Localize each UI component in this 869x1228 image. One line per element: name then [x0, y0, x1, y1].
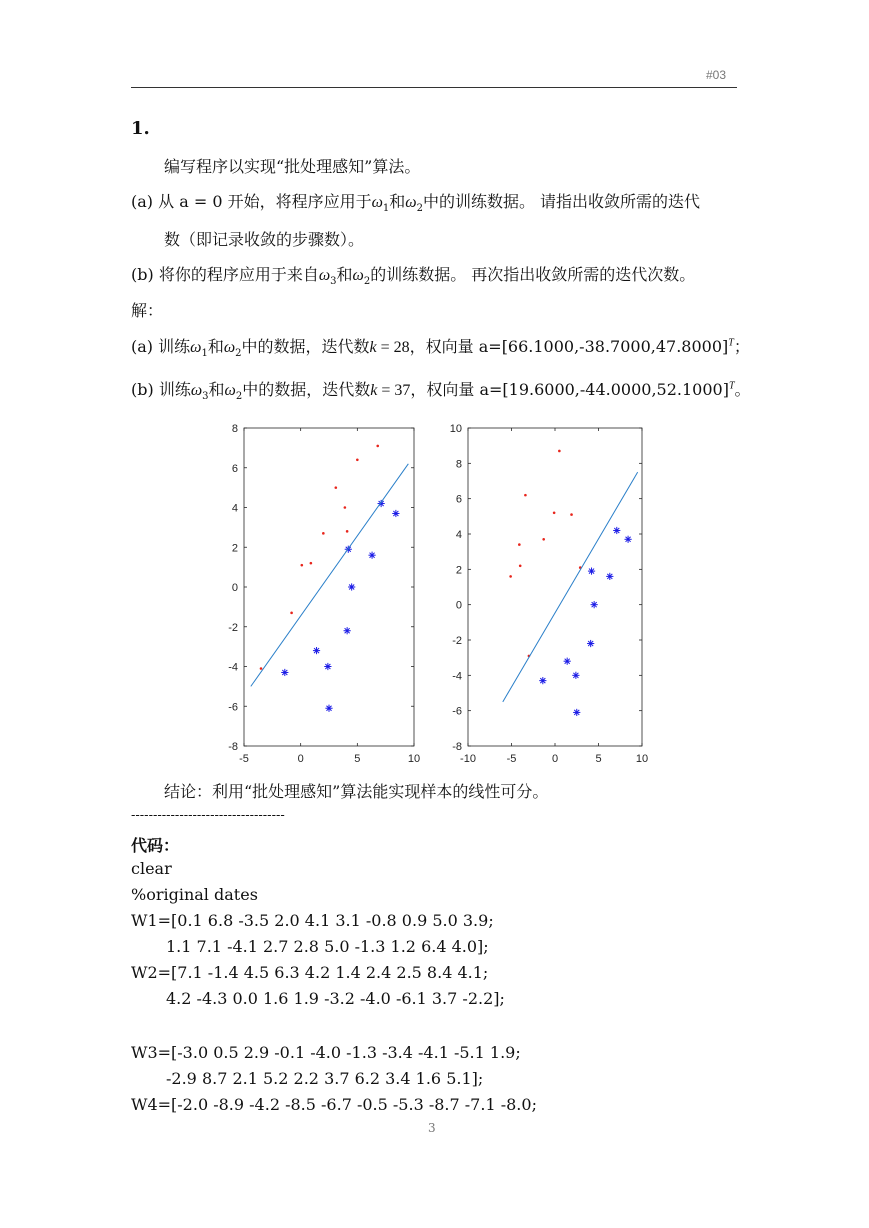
problem-a-text1: 从 a = 0 开始，将程序应用于: [158, 192, 372, 211]
sol-omega-2b-sub: 2: [235, 391, 243, 403]
data-point-dot: [344, 506, 347, 509]
omega-3: ω: [318, 267, 331, 284]
code-line: -2.9 8.7 2.1 5.2 2.2 3.7 6.2 3.4 1.6 5.1];: [166, 1069, 484, 1088]
scatter-plot-right: [438, 418, 653, 768]
y-tick-label: -6: [228, 701, 238, 714]
problem-intro: 编写程序以实现“批处理感知”算法。: [164, 157, 421, 176]
omega-2b-sub: 2: [363, 276, 371, 288]
code-line: clear: [131, 859, 172, 878]
y-tick-label: -2: [452, 635, 462, 647]
solution-label: 解：: [131, 301, 164, 320]
omega-2: ω: [405, 194, 417, 211]
code-line: W1=[0.1 6.8 -3.5 2.0 4.1 3.1 -0.8 0.9 5.0 3.9;: [131, 911, 494, 930]
solution-a-and: 和: [207, 337, 224, 356]
code-line: 4.2 -4.3 0.0 1.6 1.9 -3.2 -4.0 -6.1 3.7 -2.2];: [166, 989, 505, 1008]
omega-3-sub: 3: [330, 276, 337, 288]
code-line: W2=[7.1 -1.4 4.5 6.3 4.2 1.4 2.4 2.5 8.4 4.1;: [131, 963, 489, 982]
divider-dashes: -----------------------------------: [131, 808, 285, 823]
y-tick-label: -8: [228, 741, 238, 753]
plot-frame: [244, 428, 414, 746]
problem-a-label: (a): [131, 192, 154, 211]
y-tick-label: 8: [455, 458, 462, 471]
data-point-dot: [322, 532, 325, 535]
header-number: #03: [706, 68, 727, 82]
x-tick-label: -5: [239, 753, 249, 765]
data-point-dot: [290, 612, 293, 615]
problem-a-text2: 中的训练数据。 请指出收敛所需的迭代: [422, 192, 701, 211]
y-tick-label: 0: [231, 582, 238, 594]
solution-a-end: ；: [733, 337, 750, 356]
y-tick-label: 2: [455, 564, 462, 577]
data-point-star: [348, 583, 355, 590]
conclusion: 结论：利用“批处理感知”算法能实现样本的线性可分。: [164, 782, 549, 801]
solution-b-and: 和: [208, 380, 225, 399]
y-tick-label: 10: [449, 423, 462, 435]
sol-a-k: k: [369, 339, 377, 356]
problem-b-text2: 的训练数据。 再次指出收敛所需的迭代次数。: [370, 265, 696, 284]
omega-1-sub: 1: [382, 203, 390, 215]
code-line: %original dates: [131, 885, 258, 904]
x-tick-label: 10: [407, 753, 421, 765]
x-tick-label: 10: [635, 753, 649, 765]
data-point-star: [572, 672, 579, 679]
problem-b-label: (b): [131, 265, 154, 284]
sol-omega-2-sub: 2: [235, 348, 242, 360]
plot-frame: [468, 428, 642, 746]
data-point-star: [591, 601, 598, 608]
y-tick-label: 4: [231, 502, 238, 515]
data-point-star: [344, 627, 351, 634]
section-number: 1.: [131, 118, 150, 139]
y-tick-label: -4: [452, 670, 462, 683]
sol-omega-2b: ω: [224, 382, 236, 399]
sol-a-keq: = 28: [376, 339, 410, 356]
y-tick-label: -8: [452, 741, 462, 753]
y-tick-label: 8: [231, 423, 238, 435]
omega-2b: ω: [352, 267, 364, 284]
sol-a-sup: T: [728, 337, 734, 349]
data-point-star: [613, 527, 620, 534]
data-point-star: [324, 663, 331, 670]
data-point-dot: [301, 564, 304, 567]
code-line: 1.1 7.1 -4.1 2.7 2.8 5.0 -1.3 1.2 6.4 4.0];: [166, 937, 489, 956]
sol-b-k: k: [370, 382, 378, 399]
sol-omega-2: ω: [223, 339, 236, 356]
solution-b-label: (b): [131, 380, 154, 399]
data-point-dot: [260, 667, 263, 670]
data-point-star: [588, 568, 595, 575]
solution-b-text1: 训练: [158, 380, 191, 399]
data-point-dot: [356, 459, 359, 462]
y-tick-label: -4: [228, 661, 238, 674]
data-point-dot: [310, 562, 313, 565]
x-tick-label: 0: [551, 753, 559, 765]
omega-1: ω: [371, 194, 383, 211]
data-point-dot: [553, 512, 556, 515]
data-point-dot: [519, 565, 522, 568]
problem-a-cont: 数（即记录收敛的步骤数）。: [164, 230, 365, 249]
data-point-dot: [335, 486, 338, 489]
page-number: 3: [428, 1121, 436, 1135]
problem-a: [131, 189, 700, 214]
solution-b: [131, 377, 751, 402]
scatter-plot-left: [210, 418, 425, 768]
solution-a-text3: ，权向量 a=[66.1000,-38.7000,47.8000]: [409, 337, 729, 356]
data-point-star: [573, 709, 580, 716]
data-point-dot: [376, 445, 379, 448]
x-tick-label: -10: [460, 753, 476, 765]
data-point-dot: [558, 450, 561, 453]
omega-2-sub: 2: [416, 203, 423, 215]
header-rule: [131, 87, 737, 88]
sol-omega-3-sub: 3: [202, 391, 209, 403]
solution-a-text2: 中的数据，迭代数: [241, 337, 370, 356]
y-tick-label: -2: [228, 621, 238, 634]
x-tick-label: 5: [354, 753, 361, 765]
data-point-dot: [524, 494, 527, 497]
x-tick-label: -5: [506, 753, 517, 765]
solution-b-text2: 中的数据，迭代数: [242, 380, 371, 399]
sol-omega-1-sub: 1: [201, 348, 208, 360]
data-point-dot: [509, 575, 512, 578]
sol-omega-3: ω: [190, 382, 203, 399]
solution-a-label: (a): [131, 337, 154, 356]
data-point-dot: [518, 543, 521, 546]
x-tick-label: 5: [595, 753, 602, 765]
data-point-star: [587, 640, 594, 647]
y-tick-label: 4: [455, 529, 462, 541]
x-tick-label: 0: [297, 753, 304, 765]
data-point-dot: [570, 513, 573, 516]
solution-a: [131, 334, 750, 359]
solution-b-text3: ，权向量 a=[19.6000,-44.0000,52.1000]: [410, 380, 729, 399]
data-point-star: [368, 552, 375, 559]
code-heading: 代码：: [131, 836, 180, 855]
solution-b-end: 。: [734, 380, 751, 399]
problem-b-text1: 将你的程序应用于来自: [158, 265, 319, 284]
data-point-dot: [542, 538, 545, 541]
y-tick-label: -6: [452, 705, 462, 718]
y-tick-label: 6: [231, 462, 238, 475]
problem-a-and: 和: [389, 192, 406, 211]
code-line: W3=[-3.0 0.5 2.9 -0.1 -4.0 -1.3 -3.4 -4.1 -5.1 1.9;: [131, 1043, 521, 1062]
solution-a-text1: 训练: [158, 337, 191, 356]
problem-b: [131, 262, 695, 287]
y-tick-label: 2: [231, 542, 238, 555]
sol-b-sup: T: [728, 380, 735, 392]
code-line: W4=[-2.0 -8.9 -4.2 -8.5 -6.7 -0.5 -5.3 -8.7 -7.1 -8.0;: [131, 1095, 537, 1114]
sol-b-keq: = 37: [377, 382, 411, 399]
y-tick-label: 0: [455, 599, 462, 612]
data-point-dot: [346, 530, 349, 533]
y-tick-label: 6: [455, 493, 462, 506]
data-point-star: [392, 510, 399, 517]
problem-b-and: 和: [336, 265, 353, 284]
sol-omega-1: ω: [190, 339, 202, 356]
